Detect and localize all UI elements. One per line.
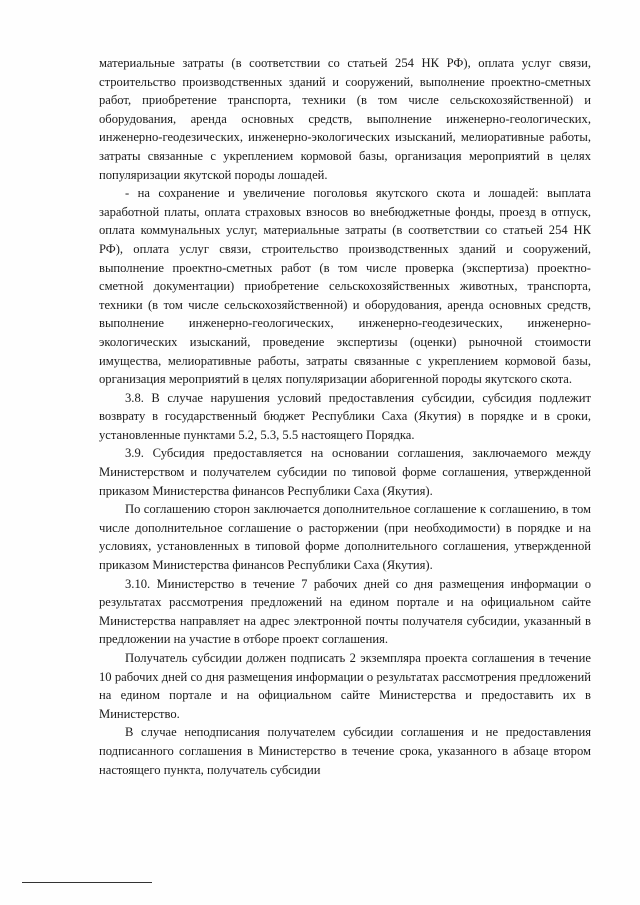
paragraph-3-8: 3.8. В случае нарушения условий предоставления субсидии, субсидия подлежит возврату в государственный бюджет Республики Саха (Якутия) в порядке и в сроки, установленные пунктами 5.2, 5.3, 5.5 настоящего Порядка. bbox=[99, 390, 591, 442]
paragraph-non-signing: В случае неподписания получателем субсидии соглашения и не предоставления подписанного соглашения в Министерство в течение срока, указанного в абзаце втором настоящего пункта, получатель субсидии bbox=[99, 725, 591, 777]
paragraph-3-9: 3.9. Субсидия предоставляется на основании соглашения, заключаемого между Министерством и получателем субсидии по типовой форме соглашения, утвержденной приказом Министерства финансов Республики Саха (Якутия). bbox=[99, 446, 591, 498]
document-body bbox=[99, 54, 591, 779]
paragraph-livestock-preservation: - на сохранение и увеличение поголовья якутского скота и лошадей: выплата заработной платы, оплата страховых взносов во внебюджетные фонды, проезд в отпуск, оплата коммунальных услуг, материальные затраты (в соответствии со статьей 254 НК РФ), оплата услуг связи, строительство производственных зданий и сооружений, выполнение проектно-сметных работ (в том числе проверка (экспертиза) проектно-сметной документации) приобретение сельскохозяйственных животных, транспорта, техники (в том числе сельскохозяйственной) и оборудования, аренда основных средств, выполнение инженерно-геологических, инженерно-геодезических, инженерно-экологических изысканий, проведение экспертизы (оценки) рыночной стоимости имущества, мелиоративные работы, затраты связанные с укреплением кормовой базы, организация мероприятий в целях популяризации аборигенной породы якутского скота. bbox=[99, 186, 591, 387]
paragraph-3-10: 3.10. Министерство в течение 7 рабочих дней со дня размещения информации о результатах рассмотрения предложений на едином портале и на официальном сайте Министерства направляет на адрес электронной почты получателя субсидии, указанный в предложении на участие в отборе проект соглашения. bbox=[99, 576, 591, 647]
footnote-separator bbox=[22, 882, 152, 883]
paragraph-recipient-signing: Получатель субсидии должен подписать 2 экземпляра проекта соглашения в течение 10 рабочих дней со дня размещения информации о результатах рассмотрения предложений на едином портале и на официальном сайте Министерства и предоставить их в Министерство. bbox=[99, 651, 591, 721]
paragraph-additional-agreement: По соглашению сторон заключается дополнительное соглашение к соглашению, в том числе дополнительное соглашение о расторжении (при необходимости) в порядке и на условиях, установленных в типовой форме дополнительного соглашения, утвержденной приказом Министерства финансов Республики Саха (Якутия). bbox=[99, 502, 591, 573]
paragraph-material-costs: материальные затраты (в соответствии со статьей 254 НК РФ), оплата услуг связи, строительство производственных зданий и сооружений, выполнение проектно-сметных работ, приобретение транспорта, техники (в том числе сельскохозяйственной) и оборудования, аренда основных средств, выполнение инженерно-геологических, инженерно-геодезических, инженерно-экологических изысканий, мелиоративные работы, затраты связанные с укреплением кормовой базы, организация мероприятий в целях популяризации якутской породы лошадей. bbox=[99, 56, 591, 182]
